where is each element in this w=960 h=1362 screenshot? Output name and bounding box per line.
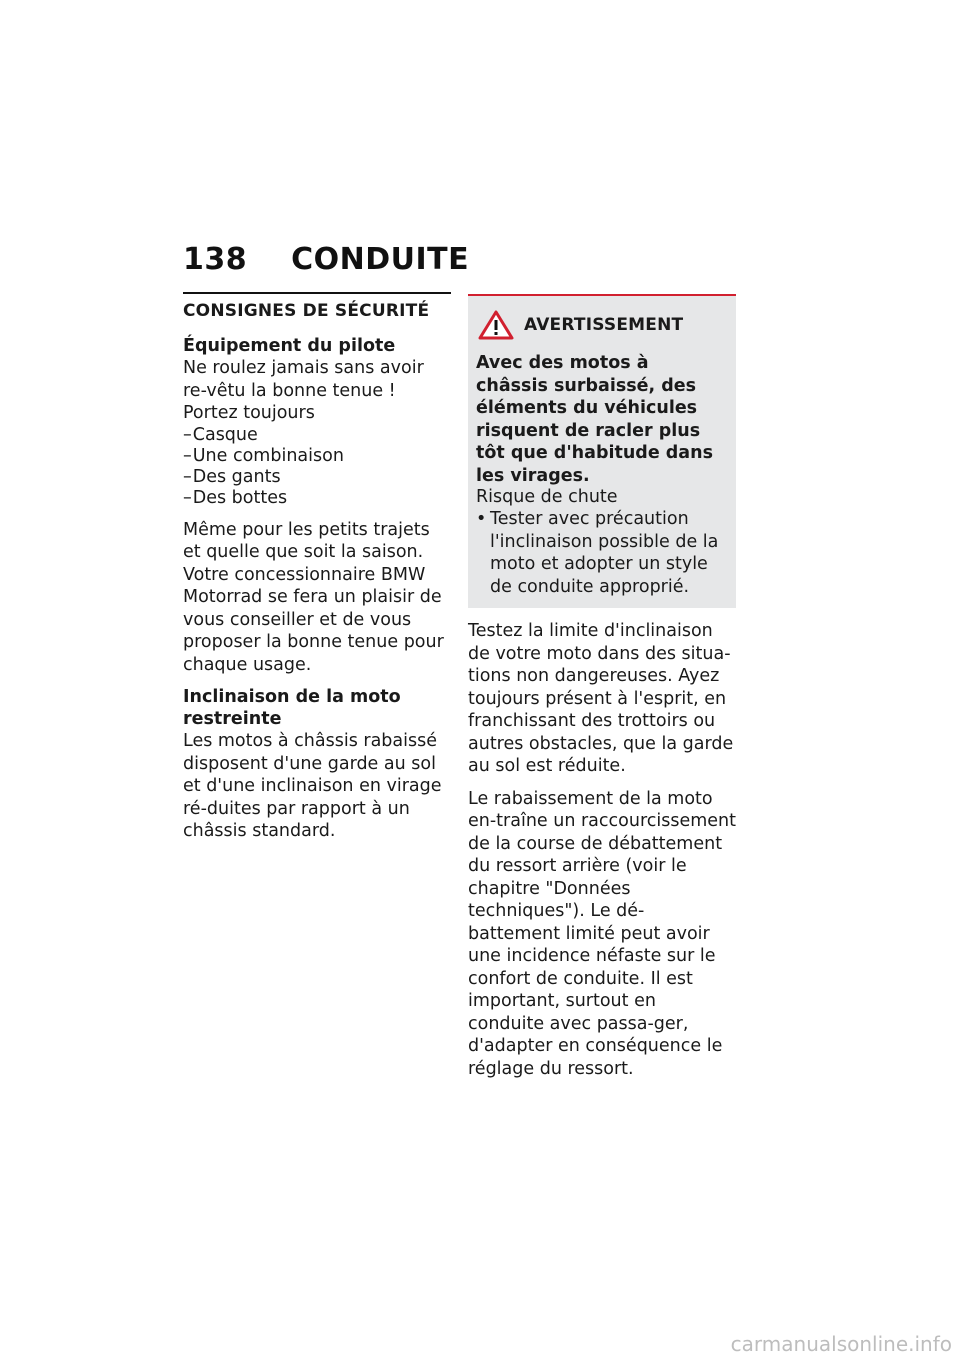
warning-box: [468, 294, 736, 608]
equipment-list: [183, 425, 451, 509]
warning-title: AVERTISSEMENT: [524, 315, 684, 335]
left-column: [183, 292, 451, 853]
bullet-icon: •: [476, 509, 487, 529]
chapter-title: CONDUITE: [291, 242, 470, 277]
section-title: CONSIGNES DE SÉCURITÉ: [183, 301, 430, 321]
page-header: [183, 242, 469, 277]
page-number: 138: [183, 242, 248, 277]
list-item: – Casque: [183, 425, 451, 446]
paragraph-advice: Même pour les petits trajets et quelle que soit la saison. Votre concessionnaire BMW Motorrad se fera un plaisir de vous conseiller et de vous proposer la bonne tenue pour chaque usage.: [183, 519, 444, 675]
warning-statement: Avec des motos à châssis surbaissé, des éléments du véhicules risquent de racler plus tôt que d'habitude dans les virages.: [476, 353, 713, 486]
list-item: – Une combinaison: [183, 446, 451, 467]
warning-triangle-icon: [478, 310, 514, 340]
subheading-equipment: Équipement du pilote: [183, 336, 396, 356]
list-item: – Des bottes: [183, 488, 451, 509]
section-rule: [183, 292, 451, 294]
paragraph-lean-angle: Les motos à châssis rabaissé disposent d'une garde au sol et d'une inclinaison en virage ré-duites par rapport à un châssis standard.: [183, 731, 442, 841]
warning-header: [476, 310, 726, 340]
warning-action-text: Tester avec précaution l'inclinaison possible de la moto et adopter un style de conduite approprié.: [490, 509, 719, 597]
warning-risk: Risque de chute: [476, 487, 618, 507]
watermark: carmanualsonline.info: [730, 1332, 952, 1356]
list-item: – Des gants: [183, 467, 451, 488]
right-column: [468, 294, 736, 1090]
subheading-lean-angle: Inclinaison de la moto restreinte: [183, 687, 401, 729]
paragraph-test-limit: Testez la limite d'inclinaison de votre moto dans des situa-tions non dangereuses. Ayez toujours présent à l'esprit, en franchissant des trottoirs ou autres obstacles, que la garde au sol est réduite.: [468, 621, 734, 776]
warning-action: [476, 508, 726, 598]
paragraph-spring-travel: Le rabaissement de la moto en-traîne un raccourcissement de la course de débattement du ressort arrière (voir le chapitre "Données techniques"). Le dé-battement limité peut avoir une incidence néfaste sur le confort de conduite. Il est important, surtout en conduite avec passa-ger, d'adapter en conséquence le réglage du ressort.: [468, 788, 737, 1079]
paragraph-equipment: Ne roulez jamais sans avoir re-vêtu la bonne tenue ! Portez toujours: [183, 358, 424, 423]
